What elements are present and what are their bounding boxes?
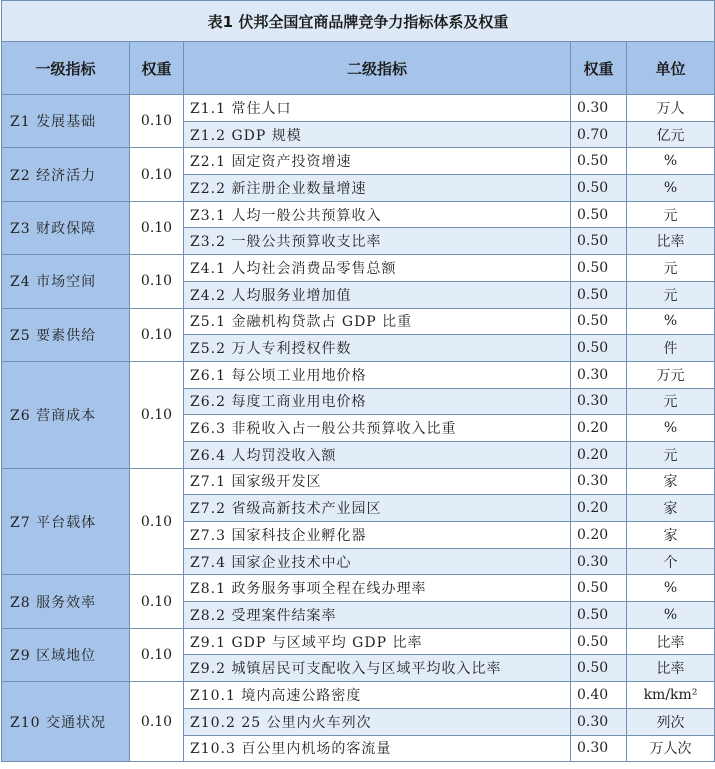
level2-indicator-name: Z6.4 人均罚没收入额 — [184, 441, 571, 468]
unit-cell: 家 — [627, 495, 715, 522]
level2-indicator-weight: 0.30 — [571, 708, 627, 735]
level2-indicator-weight: 0.30 — [571, 548, 627, 575]
level1-indicator-name: Z2 经济活力 — [2, 148, 130, 201]
table-title: 表1 伏邦全国宜商品牌竞争力指标体系及权重 — [2, 1, 715, 42]
header-level2-weight: 权重 — [571, 42, 627, 95]
level2-indicator-name: Z7.3 国家科技企业孵化器 — [184, 522, 571, 549]
table-row — [2, 148, 715, 175]
unit-cell: 元 — [627, 441, 715, 468]
level1-indicator-name: Z10 交通状况 — [2, 682, 130, 762]
level1-indicator-weight: 0.10 — [130, 682, 184, 762]
unit-cell: 家 — [627, 522, 715, 549]
level2-indicator-weight: 0.70 — [571, 121, 627, 148]
level2-indicator-weight: 0.30 — [571, 361, 627, 388]
unit-cell: % — [627, 575, 715, 602]
level2-indicator-name: Z8.1 政务服务事项全程在线办理率 — [184, 575, 571, 602]
level2-indicator-name: Z7.1 国家级开发区 — [184, 468, 571, 495]
unit-cell: 个 — [627, 548, 715, 575]
level2-indicator-name: Z6.2 每度工商业用电价格 — [184, 388, 571, 415]
level2-indicator-weight: 0.50 — [571, 201, 627, 228]
unit-cell: % — [627, 175, 715, 202]
header-unit: 单位 — [627, 42, 715, 95]
level2-indicator-name: Z4.1 人均社会消费品零售总额 — [184, 255, 571, 282]
level1-indicator-weight: 0.10 — [130, 361, 184, 468]
level2-indicator-weight: 0.20 — [571, 522, 627, 549]
unit-cell: 比率 — [627, 628, 715, 655]
table-row — [2, 682, 715, 709]
table-body — [2, 95, 715, 762]
unit-cell: 元 — [627, 388, 715, 415]
level2-indicator-weight: 0.30 — [571, 735, 627, 762]
level1-indicator-weight: 0.10 — [130, 148, 184, 201]
level2-indicator-weight: 0.50 — [571, 335, 627, 362]
level2-indicator-weight: 0.50 — [571, 308, 627, 335]
level1-indicator-name: Z1 发展基础 — [2, 95, 130, 148]
level1-indicator-weight: 0.10 — [130, 575, 184, 628]
level2-indicator-weight: 0.50 — [571, 575, 627, 602]
table-row — [2, 95, 715, 122]
level2-indicator-weight: 0.30 — [571, 388, 627, 415]
header-row — [2, 42, 715, 95]
level2-indicator-name: Z4.2 人均服务业增加值 — [184, 281, 571, 308]
level1-indicator-name: Z8 服务效率 — [2, 575, 130, 628]
table-row — [2, 201, 715, 228]
level2-indicator-weight: 0.50 — [571, 148, 627, 175]
unit-cell: 件 — [627, 335, 715, 362]
header-level1-weight: 权重 — [130, 42, 184, 95]
level2-indicator-weight: 0.50 — [571, 602, 627, 629]
level2-indicator-weight: 0.50 — [571, 281, 627, 308]
level1-indicator-weight: 0.10 — [130, 628, 184, 681]
level2-indicator-weight: 0.40 — [571, 682, 627, 709]
unit-cell: 列次 — [627, 708, 715, 735]
table-row — [2, 628, 715, 655]
level1-indicator-weight: 0.10 — [130, 255, 184, 308]
level2-indicator-name: Z6.3 非税收入占一般公共预算收入比重 — [184, 415, 571, 442]
level1-indicator-name: Z5 要素供给 — [2, 308, 130, 361]
indicator-table-wrapper — [1, 0, 714, 762]
level2-indicator-weight: 0.50 — [571, 175, 627, 202]
level2-indicator-weight: 0.30 — [571, 95, 627, 122]
level2-indicator-weight: 0.50 — [571, 628, 627, 655]
unit-cell: % — [627, 308, 715, 335]
table-row — [2, 468, 715, 495]
unit-cell: 亿元 — [627, 121, 715, 148]
level2-indicator-name: Z5.1 金融机构贷款占 GDP 比重 — [184, 308, 571, 335]
level2-indicator-name: Z2.1 固定资产投资增速 — [184, 148, 571, 175]
level2-indicator-name: Z3.1 人均一般公共预算收入 — [184, 201, 571, 228]
level2-indicator-weight: 0.50 — [571, 255, 627, 282]
unit-cell: 万人次 — [627, 735, 715, 762]
level1-indicator-weight: 0.10 — [130, 468, 184, 575]
table-row — [2, 255, 715, 282]
level2-indicator-weight: 0.50 — [571, 228, 627, 255]
unit-cell: 元 — [627, 281, 715, 308]
level2-indicator-name: Z8.2 受理案件结案率 — [184, 602, 571, 629]
level2-indicator-name: Z9.1 GDP 与区域平均 GDP 比率 — [184, 628, 571, 655]
unit-cell: % — [627, 148, 715, 175]
level1-indicator-name: Z9 区域地位 — [2, 628, 130, 681]
unit-cell: 家 — [627, 468, 715, 495]
unit-cell: % — [627, 602, 715, 629]
table-row — [2, 308, 715, 335]
level1-indicator-name: Z4 市场空间 — [2, 255, 130, 308]
unit-cell: 万人 — [627, 95, 715, 122]
level2-indicator-name: Z3.2 一般公共预算收支比率 — [184, 228, 571, 255]
level2-indicator-name: Z7.4 国家企业技术中心 — [184, 548, 571, 575]
level2-indicator-name: Z1.1 常住人口 — [184, 95, 571, 122]
level2-indicator-name: Z2.2 新注册企业数量增速 — [184, 175, 571, 202]
level2-indicator-weight: 0.20 — [571, 441, 627, 468]
level2-indicator-weight: 0.20 — [571, 415, 627, 442]
unit-cell: 万元 — [627, 361, 715, 388]
level2-indicator-name: Z10.3 百公里内机场的客流量 — [184, 735, 571, 762]
level2-indicator-name: Z5.2 万人专利授权件数 — [184, 335, 571, 362]
level1-indicator-weight: 0.10 — [130, 308, 184, 361]
header-level1-indicator: 一级指标 — [2, 42, 130, 95]
unit-cell: 比率 — [627, 228, 715, 255]
level2-indicator-name: Z6.1 每公顷工业用地价格 — [184, 361, 571, 388]
indicator-table — [1, 0, 715, 762]
unit-cell: 比率 — [627, 655, 715, 682]
level1-indicator-weight: 0.10 — [130, 201, 184, 254]
header-level2-indicator: 二级指标 — [184, 42, 571, 95]
level2-indicator-name: Z7.2 省级高新技术产业园区 — [184, 495, 571, 522]
level2-indicator-weight: 0.30 — [571, 468, 627, 495]
level2-indicator-weight: 0.20 — [571, 495, 627, 522]
table-row — [2, 575, 715, 602]
unit-cell: 元 — [627, 201, 715, 228]
level1-indicator-name: Z3 财政保障 — [2, 201, 130, 254]
level1-indicator-weight: 0.10 — [130, 95, 184, 148]
level2-indicator-name: Z9.2 城镇居民可支配收入与区域平均收入比率 — [184, 655, 571, 682]
level1-indicator-name: Z7 平台载体 — [2, 468, 130, 575]
level2-indicator-name: Z10.1 境内高速公路密度 — [184, 682, 571, 709]
level2-indicator-name: Z10.2 25 公里内火车列次 — [184, 708, 571, 735]
table-row — [2, 361, 715, 388]
level2-indicator-name: Z1.2 GDP 规模 — [184, 121, 571, 148]
unit-cell: km/km² — [627, 682, 715, 709]
level1-indicator-name: Z6 营商成本 — [2, 361, 130, 468]
level2-indicator-weight: 0.50 — [571, 655, 627, 682]
unit-cell: 元 — [627, 255, 715, 282]
unit-cell: % — [627, 415, 715, 442]
